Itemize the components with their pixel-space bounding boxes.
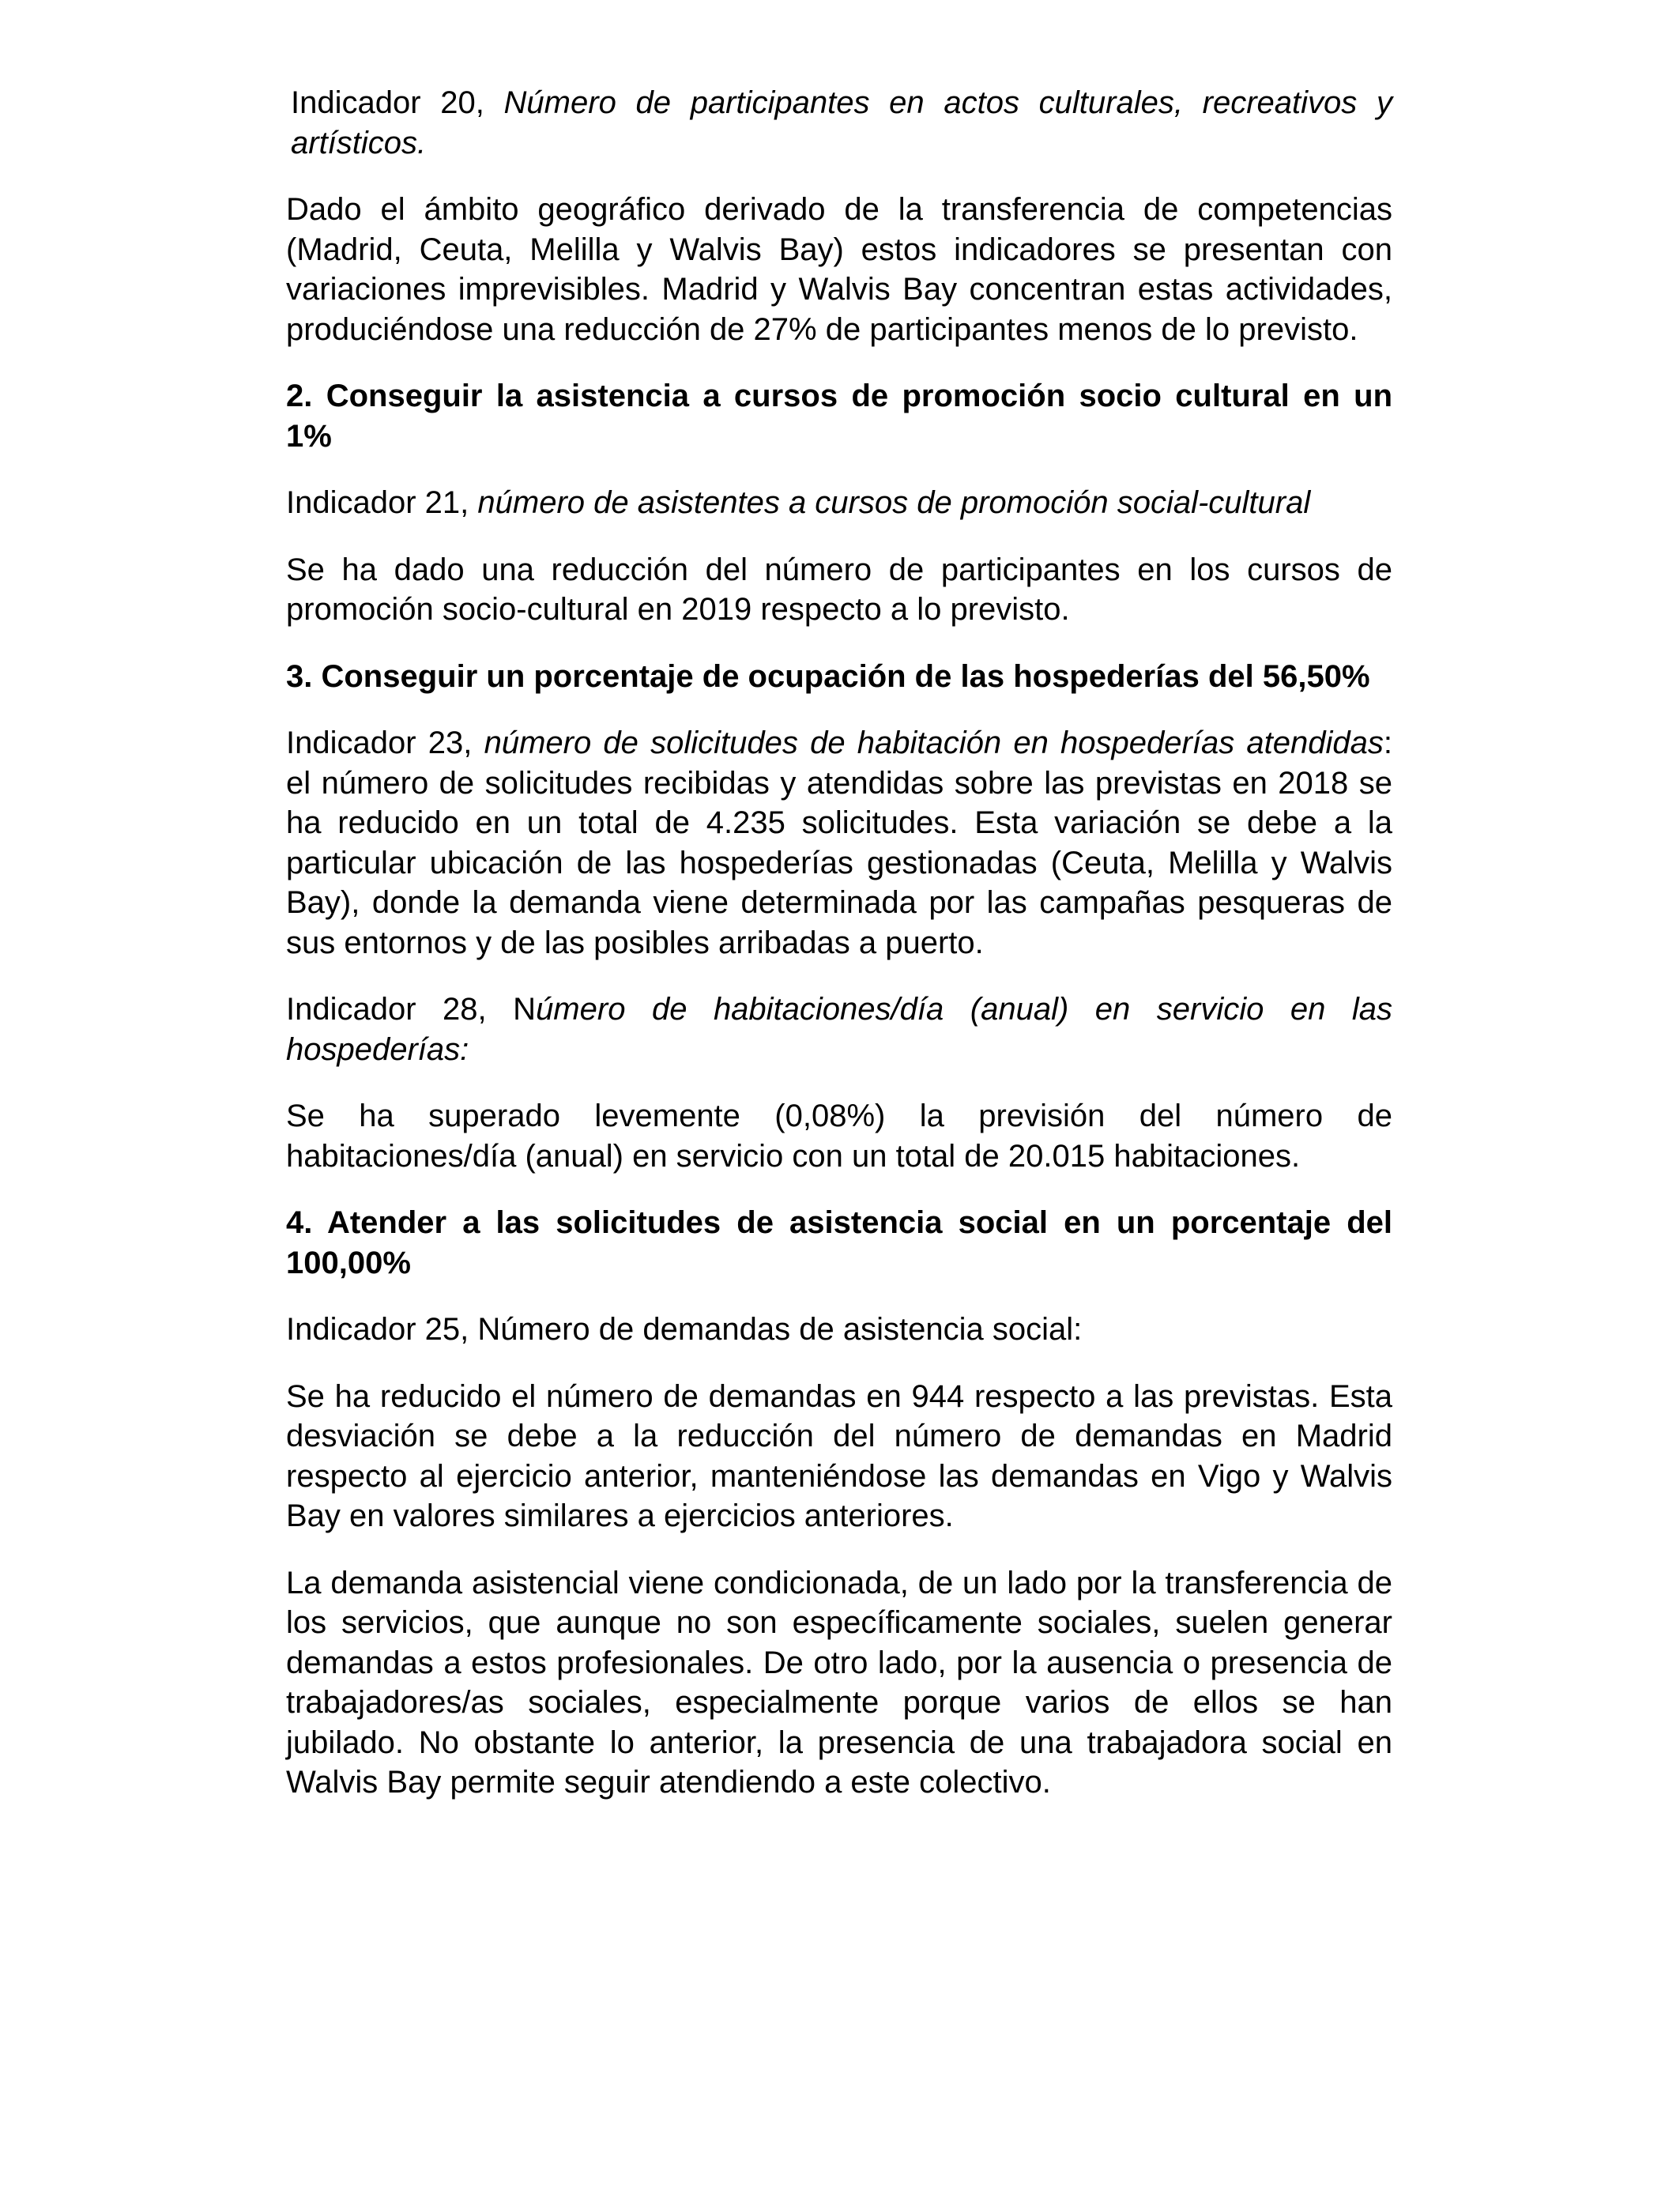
section-heading-2: 2. Conseguir la asistencia a cursos de promoción socio cultural en un 1% (286, 379, 1392, 454)
ambito-paragraph: Dado el ámbito geográfico derivado de la transferencia de competencias (Madrid, Ceuta, Melilla y Walvis Bay) estos indicadores se presentan con variaciones imprevisibles. Madrid y Walvis Bay concentran estas actividades, produciéndose una reducción de 27% de participantes menos de lo previsto. (286, 192, 1392, 347)
reduccion-paragraph: Se ha dado una reducción del número de participantes en los cursos de promoción socio-cultural en 2019 respecto a lo previsto. (286, 552, 1392, 627)
indicator-20-title: Número de participantes en actos culturales, recreativos y artísticos. (291, 85, 1392, 160)
indicator-25-paragraph: Indicador 25, Número de demandas de asistencia social: (286, 1312, 1083, 1347)
indicator-23-text: : el número de solicitudes recibidas y atendidas sobre las previstas en 2018 se ha reducido en un total de 4.235 solicitudes. Esta variación se debe a la particular ubicación de las hospederías gestionadas (Ceuta, Melilla y Walvis Bay), donde la demanda viene determinada por las campañas pesqueras de sus entornos y de las posibles arribadas a puerto. (286, 726, 1392, 960)
section-heading-4: 4. Atender a las solicitudes de asistencia social en un porcentaje del 100,00% (286, 1205, 1392, 1280)
document-body (286, 83, 1392, 1830)
indicator-23-label: Indicador 23, (286, 726, 484, 760)
indicator-21-paragraph (286, 483, 1392, 523)
demandas-paragraph: Se ha reducido el número de demandas en 944 respecto a las previstas. Esta desviación se debe a la reducción del número de demandas en Madrid respecto al ejercicio anterior, manteniéndose las demandas en Vigo y Walvis Bay en valores similares a ejercicios anteriores. (286, 1378, 1392, 1533)
indicator-23-title: número de solicitudes de habitación en hospederías atendidas (484, 726, 1384, 760)
indicator-21-title: número de asistentes a cursos de promoción social-cultural (477, 485, 1311, 520)
indicator-28-label: Indicador 28, N (286, 992, 537, 1027)
indicator-20-label: Indicador 20, (291, 85, 504, 120)
section-heading-3: 3. Conseguir un porcentaje de ocupación de las hospederías del 56,50% (286, 658, 1370, 694)
indicator-28-title: úmero de habitaciones/día (anual) en servicio en las hospederías: (286, 992, 1392, 1067)
indicator-28-paragraph (286, 990, 1392, 1069)
indicator-21-label: Indicador 21, (286, 485, 478, 520)
indicator-20-paragraph (291, 83, 1392, 163)
superado-paragraph: Se ha superado levemente (0,08%) la previsión del número de habitaciones/día (anual) en servicio con un total de 20.015 habitaciones. (286, 1099, 1392, 1174)
indicator-23-paragraph (286, 723, 1392, 963)
asistencial-paragraph: La demanda asistencial viene condicionada, de un lado por la transferencia de los servicios, que aunque no son específicamente sociales, suelen generar demandas a estos profesionales. De otro lado, por la ausencia o presencia de trabajadores/as sociales, especialmente porque varios de ellos se han jubilado. No obstante lo anterior, la presencia de una trabajadora social en Walvis Bay permite seguir atendiendo a este colectivo. (286, 1565, 1392, 1800)
